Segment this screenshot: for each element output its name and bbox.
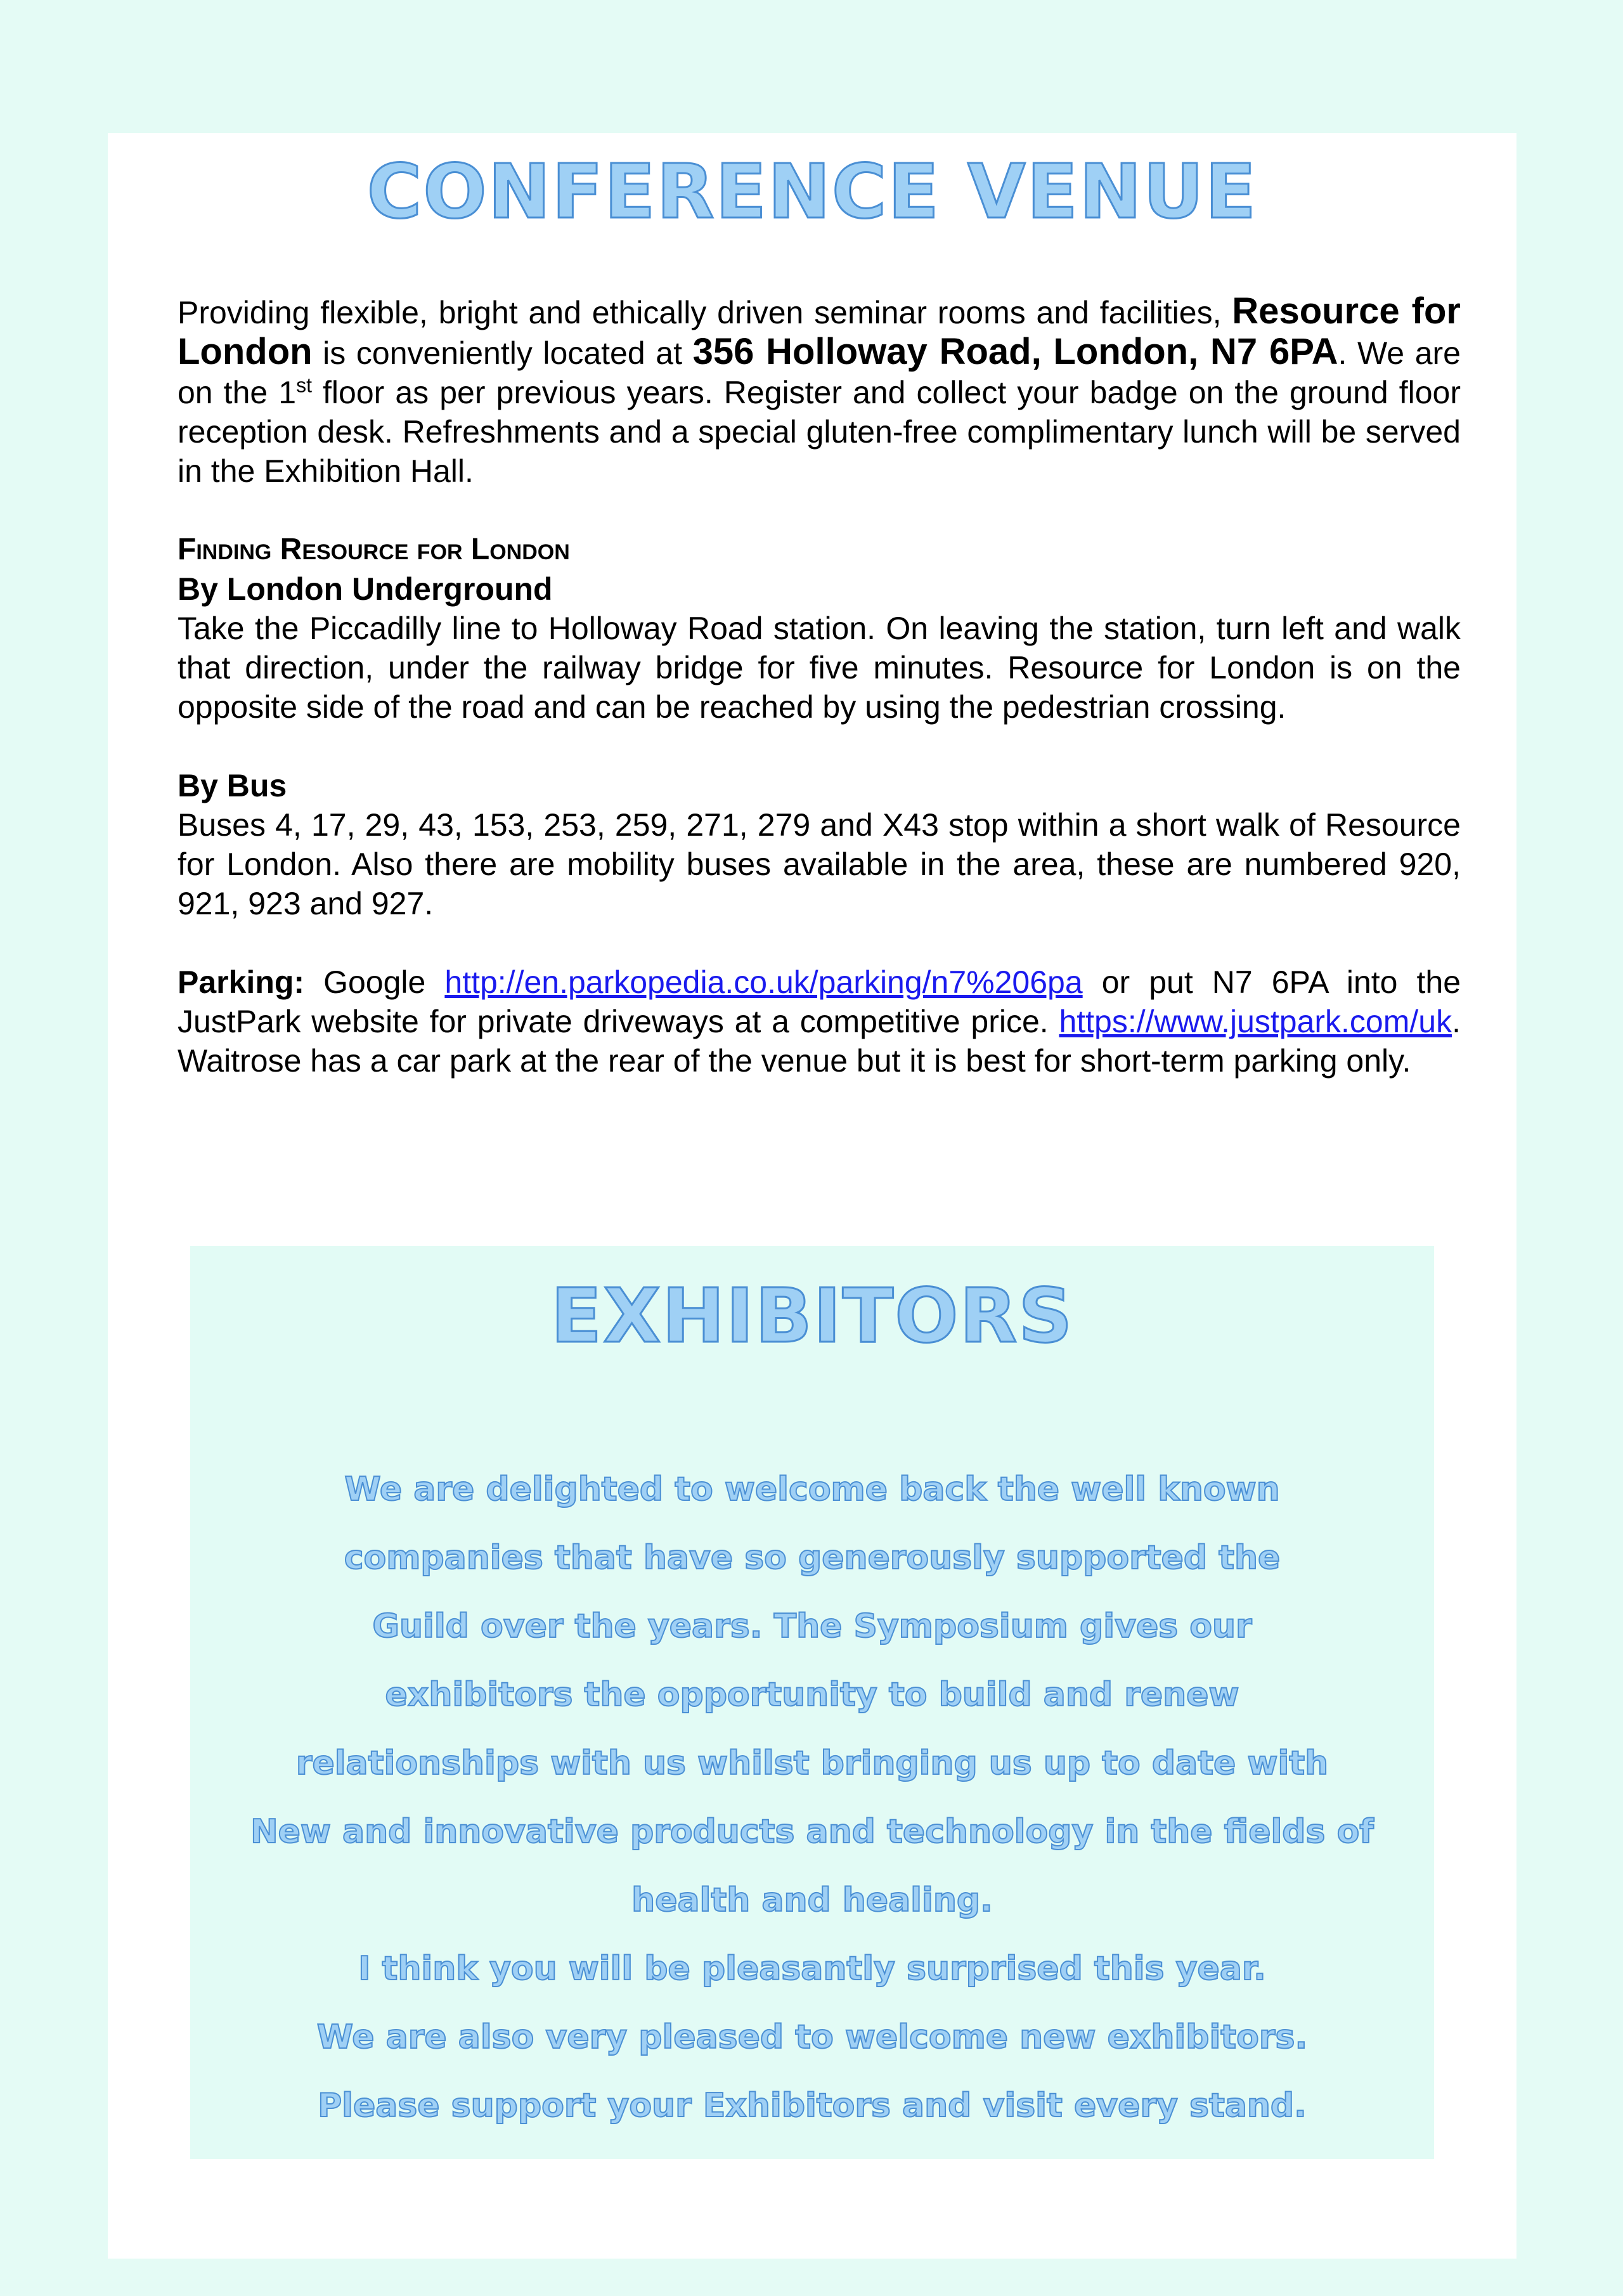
floor-text-1: We are on the 1 bbox=[178, 335, 1461, 410]
intro-text-1: Providing flexible, bright and ethically driven seminar rooms and facilities, bbox=[178, 295, 1232, 330]
finding-heading: Finding Resource for London bbox=[178, 533, 570, 566]
parking-label: Parking: bbox=[178, 964, 305, 1000]
bus-paragraph: Buses 4, 17, 29, 43, 153, 253, 259, 271, 279 and X43 stop within a short walk of Resource for London. Also there are mobility buses available in the area, these are numbered 920, 921, 923 and 927. bbox=[178, 807, 1461, 921]
underground-heading: By London Underground bbox=[178, 571, 553, 607]
document-page bbox=[108, 133, 1516, 2259]
conference-venue-title: CONFERENCE VENUE bbox=[366, 148, 1258, 235]
exhibitors-title: EXHIBITORS bbox=[550, 1272, 1074, 1359]
exhibitors-line: We are also very pleased to welcome new exhibitors. bbox=[316, 2018, 1308, 2056]
exhibitors-line: exhibitors the opportunity to build and renew bbox=[385, 1676, 1239, 1714]
venue-address: 356 Holloway Road, London, N7 6PA bbox=[692, 331, 1338, 372]
parking-text-1: Google bbox=[304, 964, 445, 1000]
exhibitors-line: companies that have so generously supported the bbox=[344, 1539, 1281, 1577]
intro-text-2: is conveniently located at bbox=[312, 335, 693, 371]
exhibitors-line: health and healing. bbox=[631, 1881, 993, 1919]
venue-intro-paragraph bbox=[178, 292, 1461, 491]
bus-heading: By Bus bbox=[178, 768, 287, 803]
exhibitors-message bbox=[190, 1455, 1434, 2140]
venue-content bbox=[178, 292, 1461, 1080]
floor-superscript: st bbox=[296, 373, 312, 397]
justpark-link[interactable]: https://www.justpark.com/uk bbox=[1059, 1004, 1452, 1039]
exhibitors-line: Please support your Exhibitors and visit every stand. bbox=[318, 2087, 1307, 2125]
exhibitors-line: relationships with us whilst bringing us up to date with bbox=[295, 1744, 1329, 1782]
parking-text-3: . Waitrose has a car park at the rear of the venue but it is best for short-term parking only. bbox=[178, 1004, 1461, 1079]
parking-text-2: or put N7 6PA into the JustPark website for private driveways at a competitive price. bbox=[178, 964, 1461, 1039]
parking-paragraph bbox=[178, 963, 1461, 1080]
underground-paragraph: Take the Piccadilly line to Holloway Road station. On leaving the station, turn left and walk that direction, under the railway bridge for five minutes. Resource for London is on the opposite side of the road and can be reached by using the pedestrian crossing. bbox=[178, 611, 1461, 725]
venue-name: Resource for London bbox=[178, 290, 1461, 372]
floor-text-2: floor as per previous years. Register and collect your badge on the ground floor reception desk. Refreshments and a special gluten-free complimentary lunch will be served in the Exhibition Hall. bbox=[178, 375, 1461, 489]
intro-text-3: . bbox=[1338, 335, 1347, 371]
exhibitors-line: New and innovative products and technology in the fields of bbox=[250, 1813, 1374, 1851]
exhibitors-line: I think you will be pleasantly surprised this year. bbox=[358, 1950, 1266, 1988]
exhibitors-line: Guild over the years. The Symposium gives our bbox=[372, 1607, 1252, 1645]
exhibitors-line: We are delighted to welcome back the well known bbox=[344, 1470, 1280, 1508]
parkopedia-link[interactable]: http://en.parkopedia.co.uk/parking/n7%206pa bbox=[444, 964, 1083, 1000]
exhibitors-section bbox=[190, 1246, 1434, 2159]
